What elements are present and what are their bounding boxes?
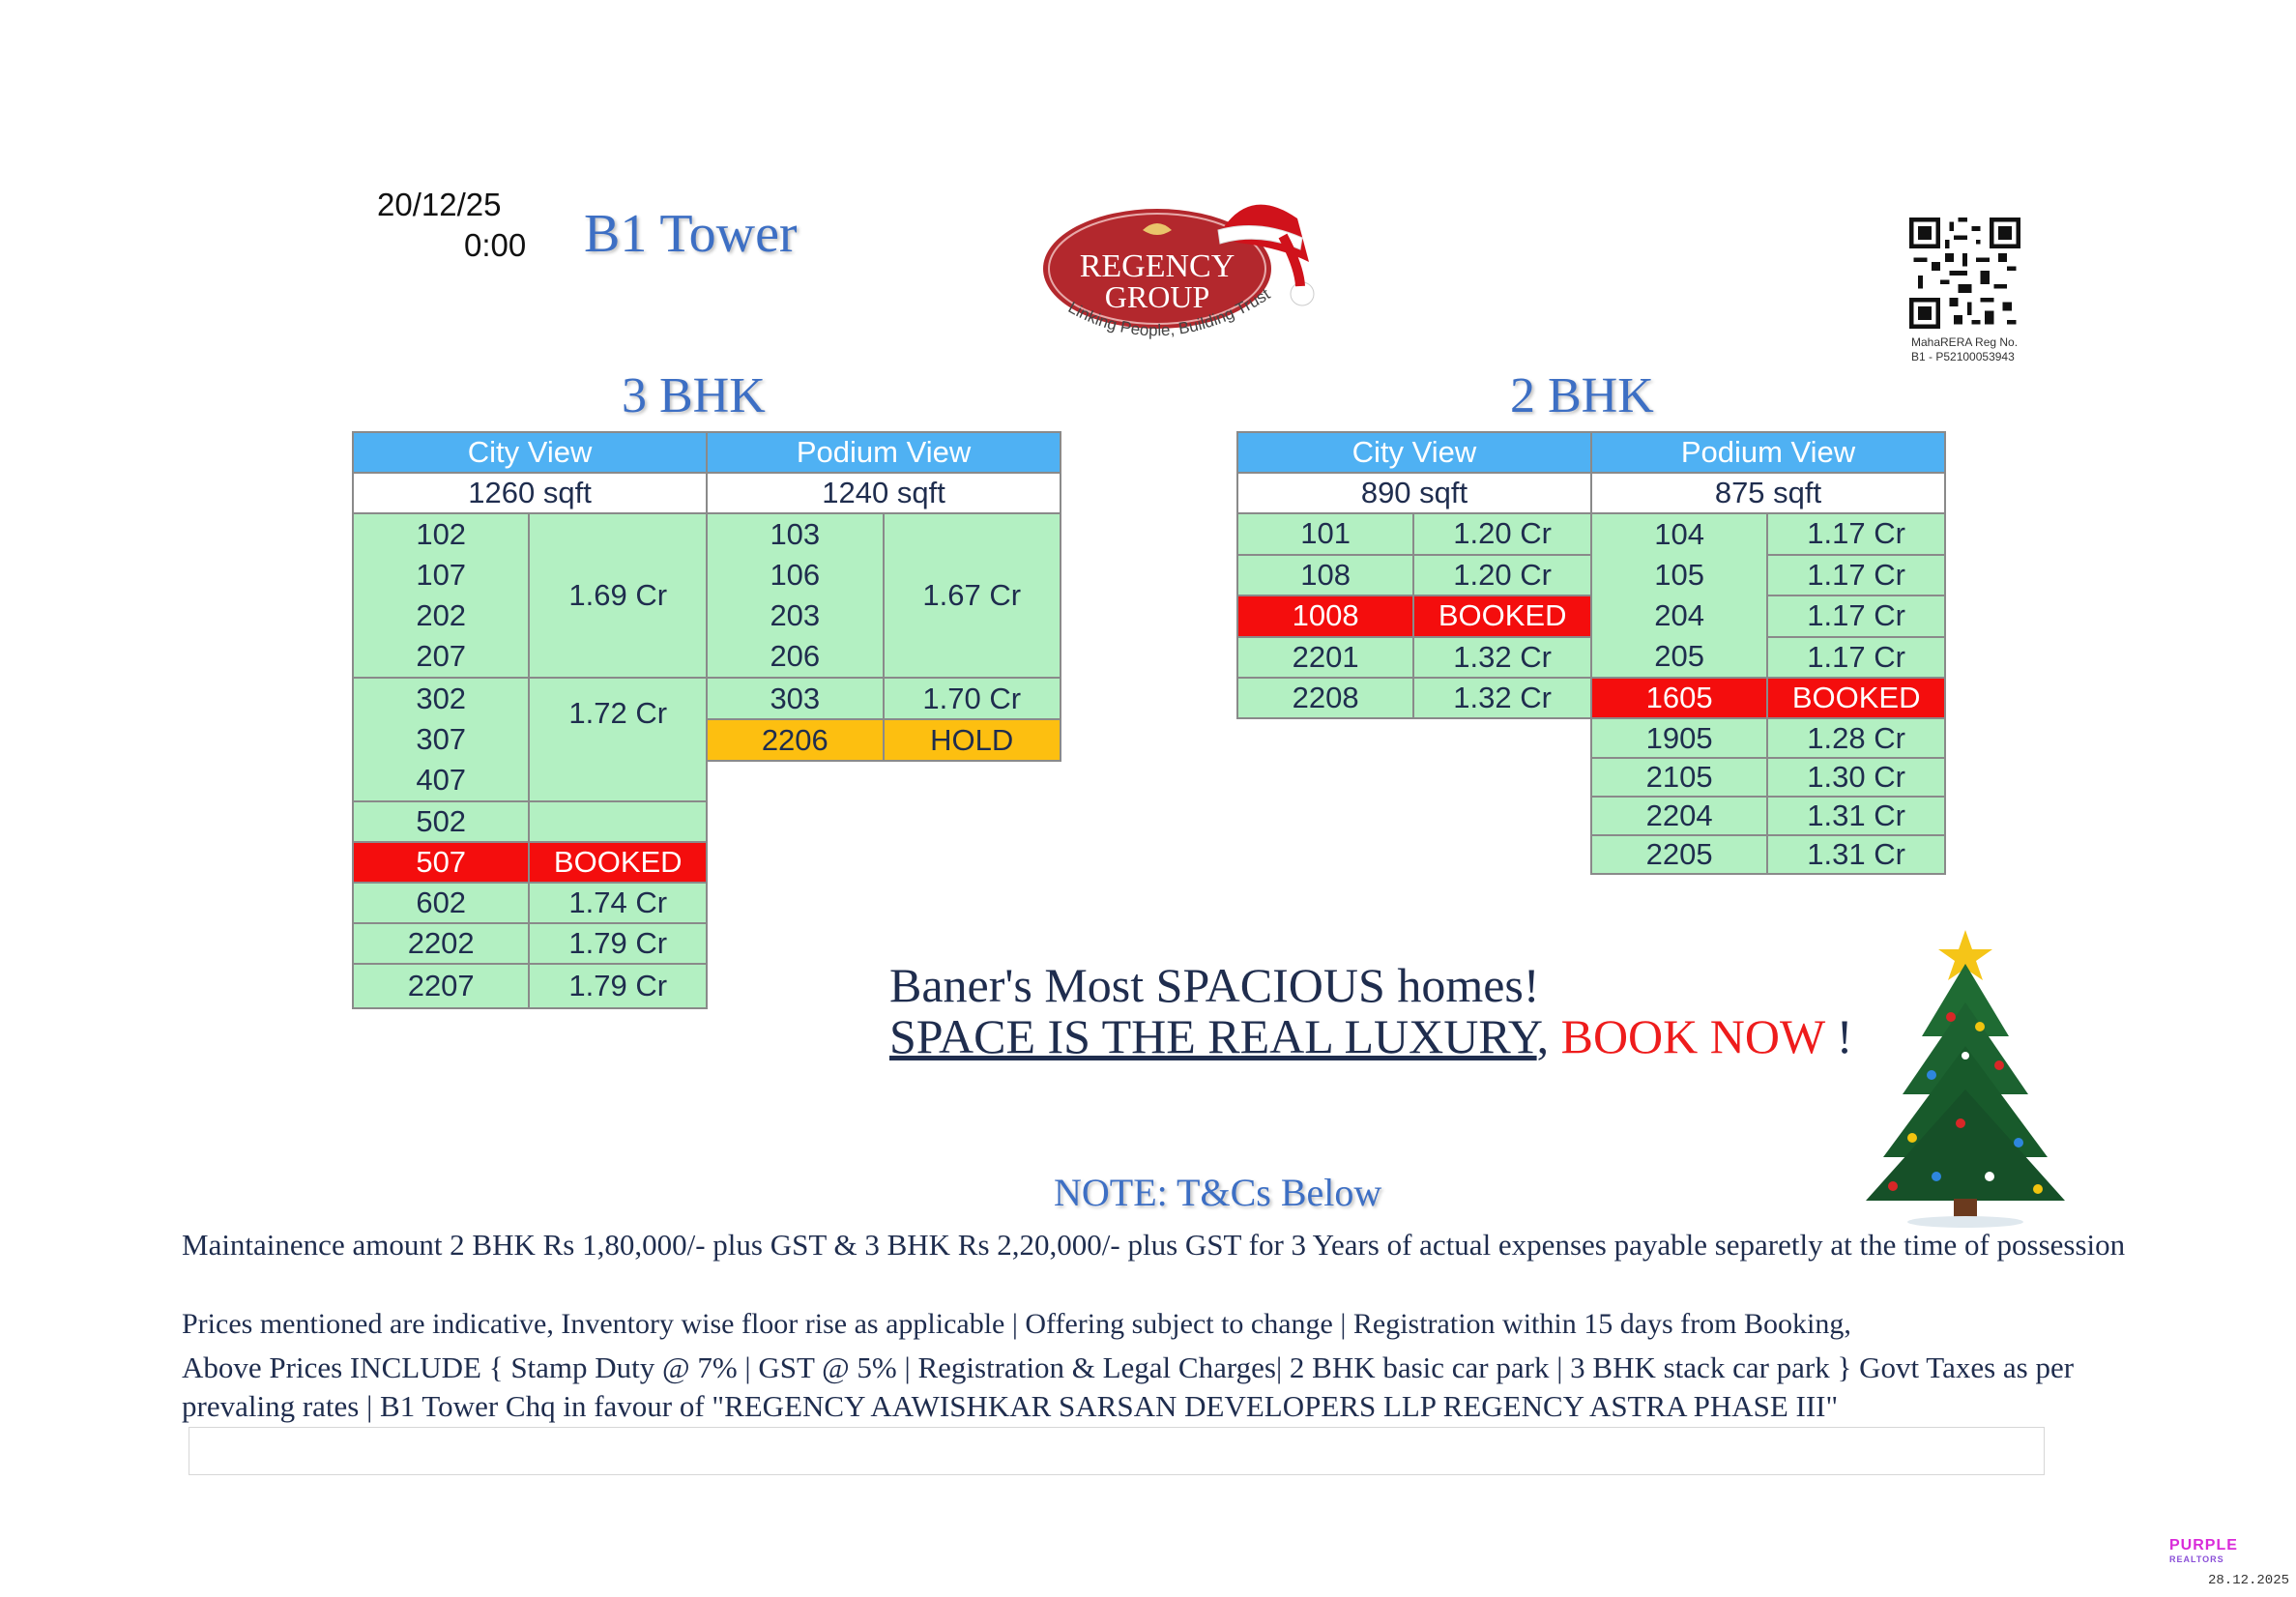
bhk3-city-price-602: 1.74 Cr	[529, 883, 707, 923]
promo-luxury-text: SPACE IS THE REAL LUXURY	[889, 1009, 1537, 1063]
unit-number: 202	[416, 598, 467, 632]
bhk2-podium-price-104: 1.17 Cr	[1767, 513, 1945, 555]
promo-subline	[889, 1008, 1852, 1064]
bhk2-city-price-2208: 1.32 Cr	[1413, 678, 1591, 718]
bhk2-inventory-table	[1236, 431, 1946, 875]
book-now-text: BOOK NOW	[1560, 1009, 1825, 1063]
promo-headline: Baner's Most SPACIOUS homes!	[889, 958, 1540, 1012]
note-inclusions: Above Prices INCLUDE { Stamp Duty @ 7% | GST @ 5% | Registration & Legal Charges| 2 BHK basic car park | 3 BHK stack car park } Govt Taxes as per prevaling rates | B1 Tower Chq in favour of "REGENCY AAWISHKAR SARSAN DEVELOPERS LLP REGENCY ASTRA PHASE III"	[182, 1350, 2075, 1423]
bhk3-podium-header: Podium View	[707, 432, 1061, 473]
bhk2-podium-price-2205: 1.31 Cr	[1767, 835, 1945, 874]
bhk3-city-unit-507: 507	[353, 842, 529, 883]
bhk3-podium-status-2206: HOLD	[884, 719, 1061, 761]
unit-number: 105	[1654, 558, 1704, 592]
bhk3-city-unit-2207: 2207	[353, 964, 529, 1008]
christmas-tree-image	[1854, 920, 2077, 1230]
bhk3-city-header: City View	[353, 432, 707, 473]
bhk2-city-size: 890 sqft	[1237, 473, 1591, 513]
bhk2-title: 2 BHK	[1510, 368, 1654, 423]
rera-registration	[1911, 335, 2018, 364]
watermark-date: 28.12.2025	[2208, 1573, 2290, 1588]
bhk2-podium-price-205: 1.17 Cr	[1767, 637, 1945, 679]
bhk3-podium-price-303: 1.70 Cr	[884, 678, 1061, 719]
bhk2-city-price-2201: 1.32 Cr	[1413, 637, 1591, 679]
unit-number: 204	[1654, 598, 1704, 632]
bhk3-podium-size: 1240 sqft	[707, 473, 1061, 513]
unit-number: 205	[1654, 639, 1704, 673]
bhk3-podium-unit-2206: 2206	[707, 719, 883, 761]
unit-number: 206	[770, 639, 821, 673]
unit-number: 106	[770, 558, 821, 592]
svg-text:Linking People, Building Trust: Linking People, Building Trust	[1064, 284, 1274, 340]
bhk3-podium-unit-303: 303	[707, 678, 883, 719]
bhk3-city-unit-502: 502	[353, 801, 529, 842]
bhk3-city-price-2207: 1.79 Cr	[529, 964, 707, 1008]
bhk3-city-unit-602: 602	[353, 883, 529, 923]
bhk2-podium-unit-1605: 1605	[1591, 678, 1767, 718]
unit-number: 102	[416, 517, 467, 551]
bhk3-title: 3 BHK	[622, 368, 766, 423]
rera-line-2: B1 - P52100053943	[1911, 350, 2015, 363]
watermark-brand: PURPLE	[2169, 1537, 2238, 1553]
purple-realtors-logo	[2169, 1537, 2238, 1564]
bhk2-podium-size: 875 sqft	[1591, 473, 1945, 513]
note-title: NOTE: T&Cs Below	[1054, 1171, 1382, 1214]
bhk3-city-units-group1	[353, 513, 529, 678]
bhk2-city-price-101: 1.20 Cr	[1413, 513, 1591, 555]
bhk2-city-status-1008: BOOKED	[1413, 595, 1591, 637]
bhk2-podium-price-204: 1.17 Cr	[1767, 595, 1945, 637]
bhk2-podium-unit-2105: 2105	[1591, 758, 1767, 797]
bhk2-podium-price-1905: 1.28 Cr	[1767, 718, 1945, 758]
watermark-sub: REALTORS	[2169, 1554, 2224, 1564]
empty-cell	[1237, 797, 1591, 835]
bhk3-city-price-group1: 1.69 Cr	[529, 513, 707, 678]
bhk2-podium-unit-2205: 2205	[1591, 835, 1767, 874]
promo-exclaim: !	[1824, 1009, 1853, 1063]
time-label: 0:00	[464, 227, 527, 263]
empty-box	[189, 1427, 2045, 1475]
bhk3-city-price-group2: 1.72 Cr	[529, 678, 707, 801]
empty-cell	[1237, 835, 1591, 874]
bhk2-podium-unit-2204: 2204	[1591, 797, 1767, 835]
bhk2-city-unit-1008: 1008	[1237, 595, 1413, 637]
bhk2-podium-units-group	[1591, 513, 1767, 678]
bhk3-inventory-table	[352, 431, 1061, 1009]
unit-number: 307	[416, 722, 467, 756]
bhk2-city-unit-2208: 2208	[1237, 678, 1413, 718]
bhk3-city-status-507: BOOKED	[529, 842, 707, 883]
bhk3-podium-price-group1: 1.67 Cr	[884, 513, 1061, 678]
note-maintenance: Maintainence amount 2 BHK Rs 1,80,000/- plus GST & 3 BHK Rs 2,20,000/- plus GST for 3 Years of actual expenses payable separetly at the time of possession	[182, 1228, 2126, 1262]
bhk2-podium-price-2105: 1.30 Cr	[1767, 758, 1945, 797]
empty-cell	[707, 883, 1061, 923]
bhk3-city-size: 1260 sqft	[353, 473, 707, 513]
bhk2-podium-unit-1905: 1905	[1591, 718, 1767, 758]
bhk3-city-unit-2202: 2202	[353, 923, 529, 964]
unit-number: 407	[416, 763, 467, 797]
empty-cell	[707, 801, 1061, 842]
bhk3-city-units-group2	[353, 678, 529, 801]
rera-line-1: MahaRERA Reg No.	[1911, 335, 2019, 349]
unit-number: 207	[416, 639, 467, 673]
tower-title: B1 Tower	[584, 204, 798, 264]
bhk3-city-price-2202: 1.79 Cr	[529, 923, 707, 964]
qr-code-image	[1909, 218, 2020, 329]
empty-cell	[707, 842, 1061, 883]
bhk2-podium-price-2204: 1.31 Cr	[1767, 797, 1945, 835]
empty-cell	[707, 761, 1061, 801]
unit-number: 107	[416, 558, 467, 592]
promo-comma: ,	[1536, 1009, 1550, 1063]
unit-number: 203	[770, 598, 821, 632]
svg-text:REGENCY: REGENCY	[1079, 248, 1235, 284]
bhk2-podium-price-105: 1.17 Cr	[1767, 555, 1945, 596]
note-prices: Prices mentioned are indicative, Inventory wise floor rise as applicable | Offering subject to change | Registration within 15 days from Booking,	[182, 1308, 1851, 1340]
empty-cell	[1237, 718, 1591, 758]
bhk2-city-price-108: 1.20 Cr	[1413, 555, 1591, 596]
regency-group-logo	[1027, 189, 1317, 349]
bhk2-city-unit-101: 101	[1237, 513, 1413, 555]
date-label: 20/12/25	[377, 187, 502, 222]
bhk2-city-unit-108: 108	[1237, 555, 1413, 596]
bhk3-podium-units-group1	[707, 513, 883, 678]
bhk3-city-price-502	[529, 801, 707, 842]
unit-number: 104	[1654, 517, 1704, 551]
unit-number: 103	[770, 517, 821, 551]
bhk2-city-header: City View	[1237, 432, 1591, 473]
empty-cell	[1237, 758, 1591, 797]
bhk2-podium-status-1605: BOOKED	[1767, 678, 1945, 718]
bhk2-city-unit-2201: 2201	[1237, 637, 1413, 679]
bhk2-podium-header: Podium View	[1591, 432, 1945, 473]
svg-text:GROUP: GROUP	[1104, 279, 1210, 314]
unit-number: 302	[416, 682, 467, 715]
